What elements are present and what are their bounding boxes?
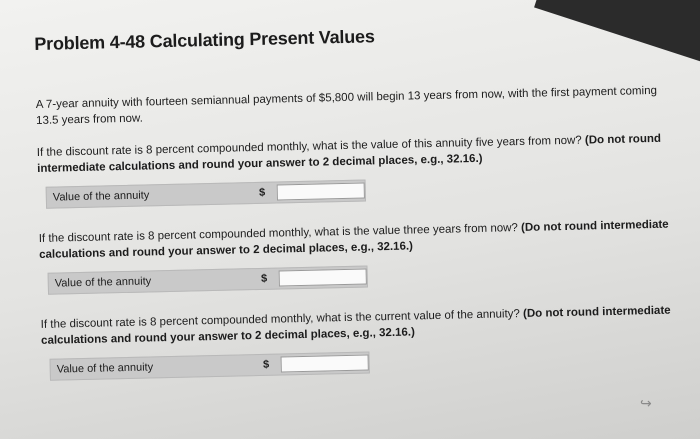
currency-symbol: $ bbox=[258, 186, 266, 199]
question-prompt: If the discount rate is 8 percent compounded monthly, what is the current value of the annuity? bbox=[40, 308, 520, 331]
question-instruction: (Do not round intermediate calculations and round your answer to 2 decimal places, e.g., 32.16.) bbox=[40, 304, 671, 347]
answer-label: Value of the annuity bbox=[54, 275, 152, 290]
problem-intro: A 7-year annuity with fourteen semiannual payments of $5,800 will begin 13 years from now, with the first payment coming 13.5 years from now. bbox=[35, 84, 658, 127]
annuity-value-input-3[interactable] bbox=[281, 354, 369, 372]
answer-label: Value of the annuity bbox=[56, 361, 154, 376]
question-3 bbox=[41, 302, 682, 381]
question-prompt: If the discount rate is 8 percent compounded monthly, what is the value three years from now? bbox=[38, 222, 519, 245]
question-instruction: (Do not round intermediate calculations and round your answer to 2 decimal places, e.g., 32.16.) bbox=[37, 132, 662, 175]
annuity-value-input-2[interactable] bbox=[279, 269, 367, 287]
question-instruction: (Do not round intermediate calculations and round your answer to 2 decimal places, e.g., 32.16.) bbox=[39, 218, 669, 261]
question-text bbox=[41, 302, 682, 349]
question-text bbox=[37, 130, 678, 177]
question-text bbox=[39, 216, 680, 263]
currency-symbol: $ bbox=[260, 272, 268, 285]
pen-mark-icon: ↪ bbox=[640, 395, 652, 411]
answer-row bbox=[50, 351, 370, 380]
question-1 bbox=[37, 130, 678, 209]
problem-content bbox=[34, 13, 682, 380]
answer-row bbox=[48, 265, 368, 294]
currency-symbol: $ bbox=[262, 358, 270, 371]
question-2 bbox=[39, 216, 680, 295]
question-prompt: If the discount rate is 8 percent compounded monthly, what is the value of this annuity five years from now? bbox=[36, 134, 582, 159]
answer-row bbox=[46, 180, 366, 209]
annuity-value-input-1[interactable] bbox=[277, 183, 365, 201]
problem-title: Problem 4-48 Calculating Present Values bbox=[34, 26, 375, 54]
answer-label: Value of the annuity bbox=[52, 189, 150, 204]
